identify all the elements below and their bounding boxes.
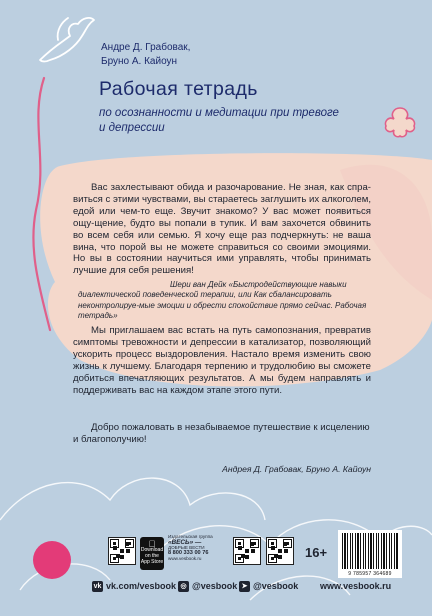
pink-dot xyxy=(33,541,71,579)
authors xyxy=(101,41,190,69)
qr-code-3[interactable] xyxy=(266,537,294,565)
social-telegram[interactable] xyxy=(239,576,298,596)
bird-icon xyxy=(40,18,94,62)
paragraph-1: Вас захлестывают обида и разочарование. Не зная, как спра-виться с этими чувствами, вы стараетесь заглушить их алкоголем, едой или чем-то еще. Звучит знакомо? У вас может появиться ощу-щение, будто вы попали в тупик. И вам захочется обвинить во всем себя или семью. Я хочу еще раз подчеркнуть: не ваша вина, что порой вы не можете справиться со своими эмоциями. Но вы в состоянии научиться ими управлять, чтобы принимать лучшие для себя решения! xyxy=(73,182,371,277)
instagram-icon: ◎ xyxy=(178,581,189,592)
age-rating: 16+ xyxy=(305,545,328,560)
signature: Андрея Д. Грабовак, Бруно А. Кайоун xyxy=(222,464,371,474)
site-link[interactable]: www.vesbook.ru xyxy=(320,581,392,591)
social-instagram[interactable] xyxy=(178,576,237,596)
vk-link[interactable]: vk.com/vesbook xyxy=(106,581,177,591)
telegram-link[interactable]: @vesbook xyxy=(253,581,299,591)
book-title: Рабочая тетрадь xyxy=(99,78,258,100)
publisher-phone: 8 800 333 00 76 xyxy=(168,549,209,556)
appstore-line2: App Store xyxy=(140,553,164,559)
paragraph-3: Добро пожаловать в незабываемое путешествие к исцелению и благополучию! xyxy=(73,422,370,445)
barcode-bars xyxy=(342,533,398,569)
appstore-badge[interactable] xyxy=(140,537,164,570)
barcode-digits: 9 785957 364689 xyxy=(348,571,392,577)
publisher-line1: Издательская группа xyxy=(168,534,213,539)
appstore-line1: Download on the xyxy=(140,541,164,553)
publisher-line2: ДОБРЫЕ ВЕСТИ xyxy=(168,545,205,551)
paragraph-2: Мы приглашаем вас встать на путь самопознания, превратив симптомы тревожности и депрессии в катализатор, позволяющий ускорить процесс выздоровления. Настало время изменить свою жизнь к лучшему. Благодаря терпению и трудолюбию вы сможете добиться впечатляющих результатов. А мы будем направлять и поддерживать вас на каждом этапе этого пути. xyxy=(73,325,371,396)
social-site[interactable] xyxy=(320,576,391,596)
author-1: Андре Д. Грабовак, xyxy=(101,42,191,53)
social-vk[interactable] xyxy=(92,576,176,596)
qr-code[interactable] xyxy=(108,537,136,565)
author-2: Бруно А. Кайоун xyxy=(101,56,178,67)
book-subtitle: по осознанности и медитации при тревоге и депрессии xyxy=(99,107,339,134)
quote-attribution: Шери ван Дейк «Быстродействующие навыки диалектической поведенческой терапии, или Как сбалансировать неконтролируе-мые эмоции и обрести спокойствие прямо сейчас. Рабочая тетрадь» xyxy=(78,280,367,321)
publisher-info xyxy=(168,534,228,562)
qr-code-2[interactable] xyxy=(233,537,261,565)
telegram-icon: ➤ xyxy=(239,581,250,592)
instagram-link[interactable]: @vesbook xyxy=(192,581,238,591)
publisher-site: www.vesbook.ru xyxy=(168,556,202,562)
vk-icon: vk xyxy=(93,582,102,590)
publisher-brand: «ВЕСЬ» — xyxy=(168,538,202,546)
isbn-barcode xyxy=(338,530,402,578)
flower-icon xyxy=(385,108,414,137)
